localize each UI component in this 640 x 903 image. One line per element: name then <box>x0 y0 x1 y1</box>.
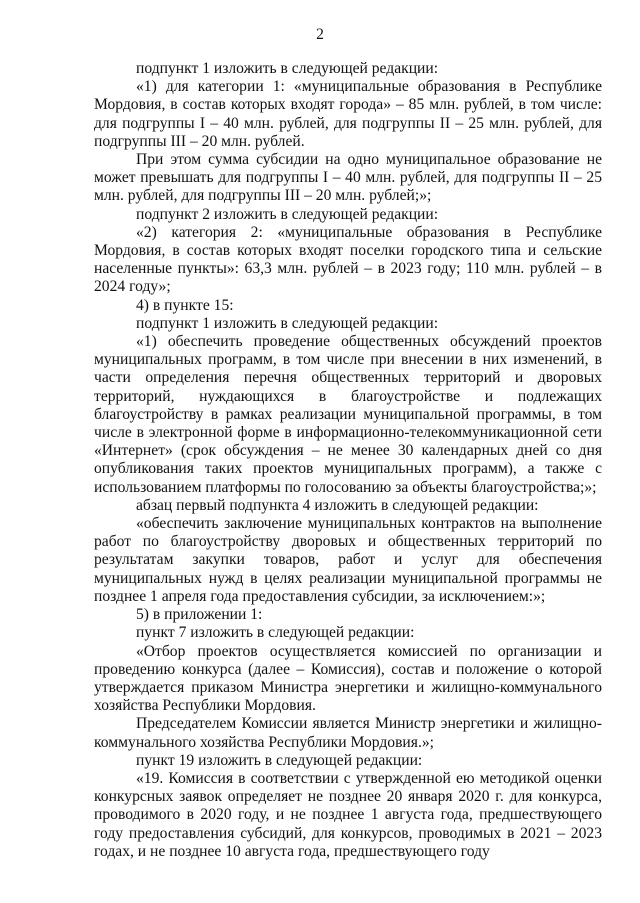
paragraph: «1) обеспечить проведение общественных обсуждений проектов муниципальных программ, в том числе при внесении в них изменений, в части определения перечня общественных территорий и дворовых территорий, нуждающихся в благоустройстве и подлежащих благоустройству в рамках реализации муниципальной программы, в том числе в электронной форме в информационно-телекоммуникационной сети «Интернет» (срок обсуждения – не менее 30 календарных дней со дня опубликования таких проектов муниципальных программ), а также с использованием платформы по голосованию за объекты благоустройства;»; <box>94 333 602 496</box>
paragraph: пункт 19 изложить в следующей редакции: <box>136 751 423 769</box>
paragraph: Председателем Комиссии является Министр энергетики и жилищно-коммунального хозяйства Республики Мордовия.»; <box>94 715 602 751</box>
paragraph: подпункт 1 изложить в следующей редакции: <box>136 314 439 332</box>
paragraph: При этом сумма субсидии на одно муниципальное образование не может превышать для подгруппы I – 40 млн. рублей, для подгруппы II – 25 млн. рублей, для подгруппы III – 20 млн. рублей;»; <box>94 151 602 205</box>
paragraph: пункт 7 изложить в следующей редакции: <box>136 624 415 642</box>
paragraph: «2) категория 2: «муниципальные образования в Республике Мордовия, в состав которых входят поселки городского типа и сельские населенные пункты»: 63,3 млн. рублей – в 2023 году; 110 млн. рублей – в 2024 году»; <box>94 223 602 296</box>
paragraph: 5) в приложении 1: <box>136 606 263 624</box>
paragraph: «1) для категории 1: «муниципальные образования в Республике Мордовия, в состав которых входят города» – 85 млн. рублей, в том числе: для подгруппы I – 40 млн. рублей, для подгруппы II – 25 млн. рублей, для подгруппы III – 20 млн. рублей. <box>94 78 602 150</box>
document-body <box>94 60 602 861</box>
page-number: 2 <box>316 26 324 43</box>
paragraph: 4) в пункте 15: <box>136 296 234 314</box>
paragraph: абзац первый подпункта 4 изложить в следующей редакции: <box>136 496 539 514</box>
paragraph: подпункт 2 изложить в следующей редакции: <box>136 205 439 223</box>
paragraph: «Отбор проектов осуществляется комиссией по организации и проведению конкурса (далее – Комиссия), состав и положение о которой утверждается приказом Министра энергетики и жилищно-коммунального хозяйства Республики Мордовия. <box>94 642 602 715</box>
paragraph: «обеспечить заключение муниципальных контрактов на выполнение работ по благоустройству дворовых и общественных территорий по результатам закупки товаров, работ и услуг для обеспечения муниципальных нужд в целях реализации муниципальной программы не позднее 1 апреля года предоставления субсидии, за исключением:»; <box>94 515 602 605</box>
paragraph: подпункт 1 изложить в следующей редакции: <box>136 60 439 77</box>
paragraph: «19. Комиссия в соответствии с утвержденной ею методикой оценки конкурсных заявок определяет не позднее 20 января 2020 г. для конкурса, проводимого в 2020 году, и не позднее 1 августа года, предшествующего году предоставления субсидий, для конкурсов, проводимых в 2021 – 2023 годах, и не позднее 10 августа года, предшествующего году <box>94 769 602 860</box>
